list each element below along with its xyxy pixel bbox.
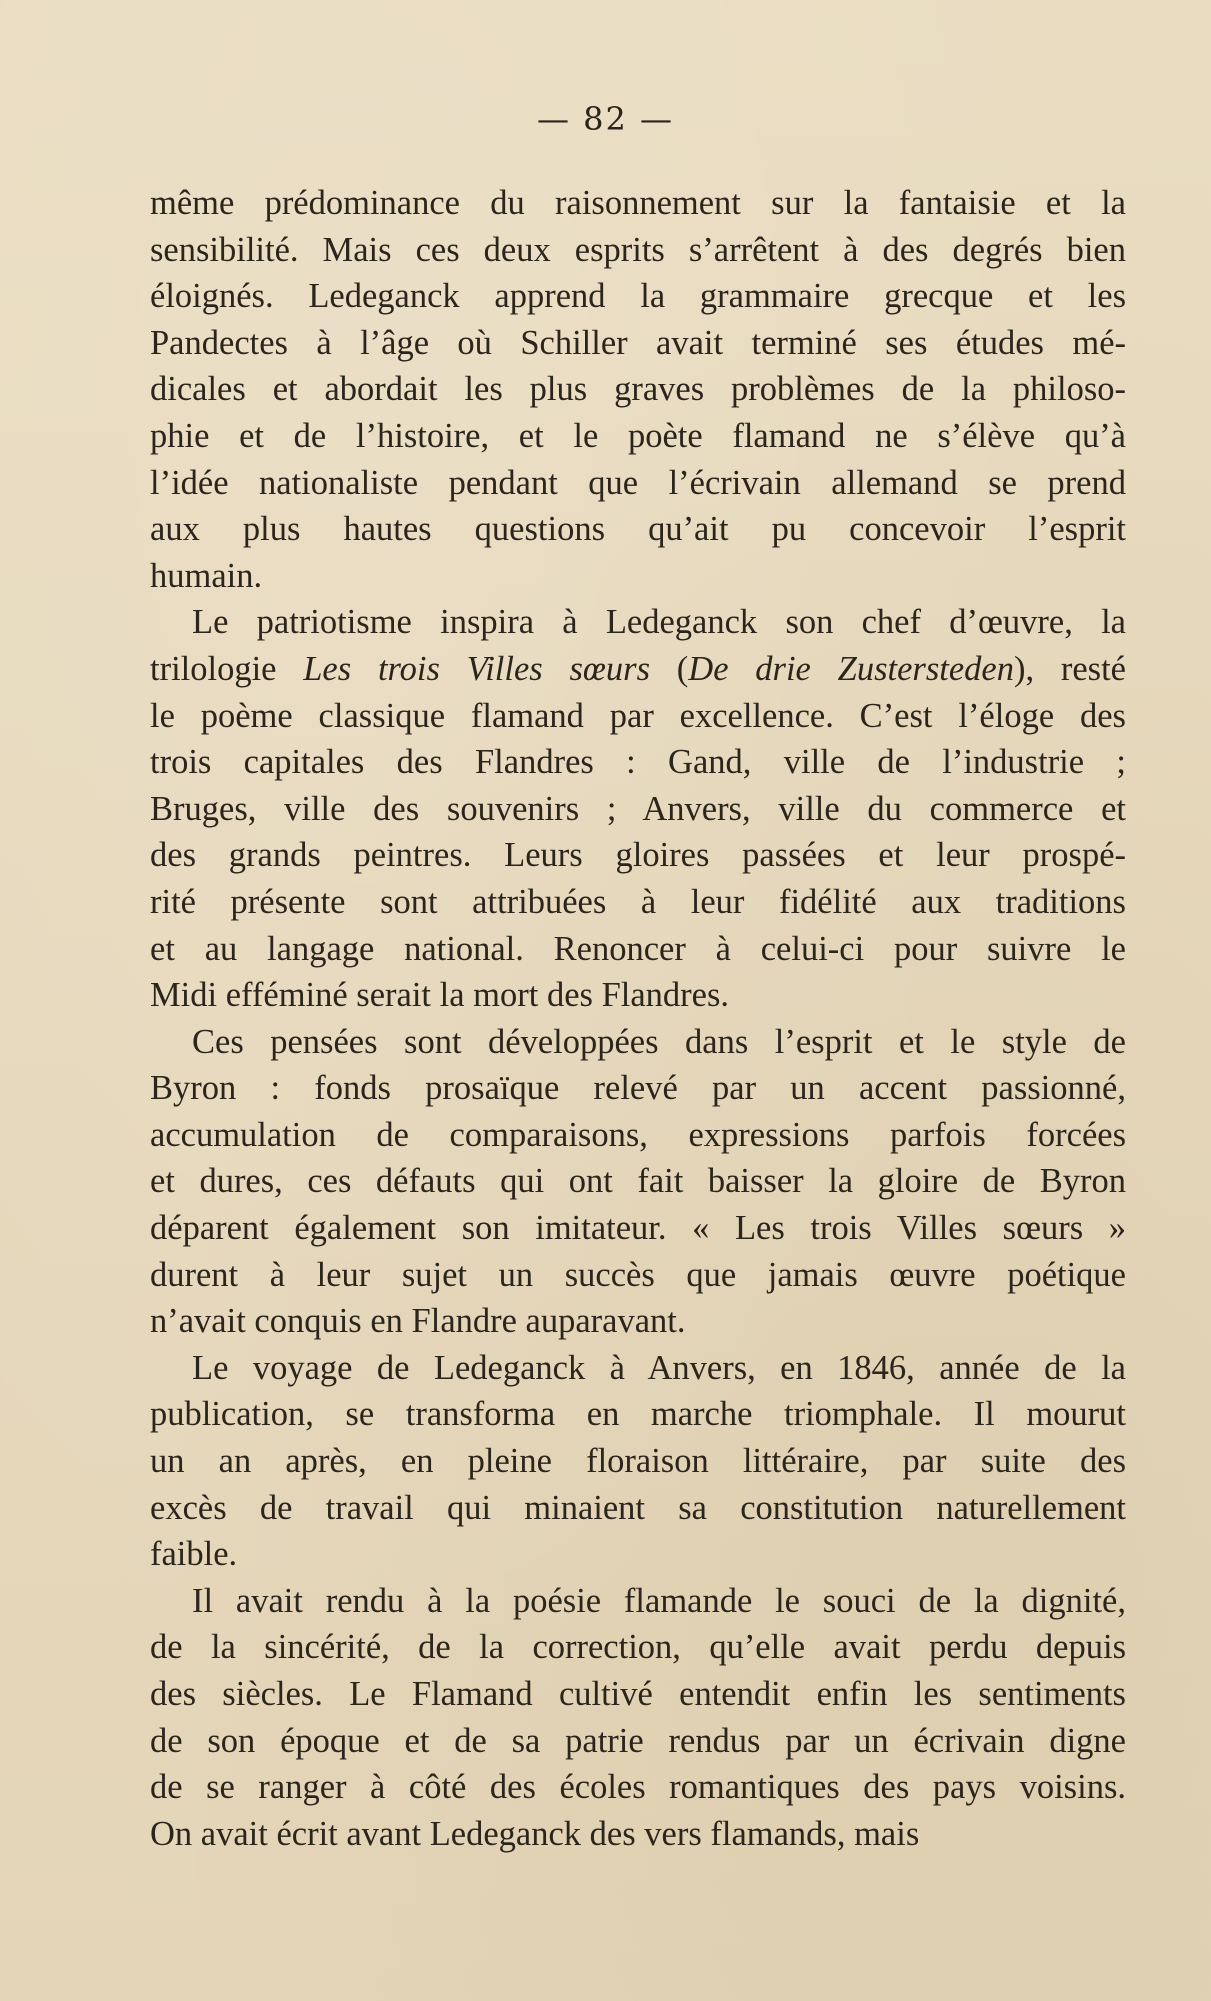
text-line: accumulation de comparaisons, expressions parfois forcées bbox=[150, 1115, 1126, 1154]
text-line: des siècles. Le Flamand cultivé entendit enfin les sentiments bbox=[150, 1675, 1126, 1713]
text-line: Il avait rendu à la poésie flamande le souci de la dignité, bbox=[192, 1581, 1126, 1620]
text-line: sensibilité. Mais ces deux esprits s’arrêtent à des degrés bien bbox=[150, 230, 1126, 269]
text-line: un an après, en pleine floraison littéraire, par suite des bbox=[150, 1442, 1126, 1481]
text-line: Ces pensées sont développées dans l’esprit et le style de bbox=[192, 1022, 1126, 1061]
paragraph bbox=[150, 180, 1126, 599]
paragraph bbox=[150, 1345, 1126, 1578]
text-line: faible. bbox=[150, 1535, 238, 1574]
text-line: Byron : fonds prosaïque relevé par un accent passionné, bbox=[150, 1069, 1126, 1108]
text-line: excès de travail qui minaient sa constitution naturellement bbox=[150, 1488, 1126, 1527]
text-line: durent à leur sujet un succès que jamais œuvre poétique bbox=[150, 1255, 1126, 1294]
text-line: rité présente sont attribuées à leur fidélité aux traditions bbox=[150, 882, 1126, 921]
text-fragment: ( bbox=[650, 649, 689, 688]
text-fragment: trilologie bbox=[150, 649, 304, 688]
paragraph bbox=[150, 1019, 1126, 1345]
text-line: Le voyage de Ledeganck à Anvers, en 1846, année de la bbox=[192, 1348, 1126, 1387]
text-line: trois capitales des Flandres : Gand, ville de l’industrie ; bbox=[150, 743, 1126, 782]
text-line: phie et de l’histoire, et le poète flamand ne s’élève qu’à bbox=[150, 416, 1126, 455]
text-line: déparent également son imitateur. « Les trois Villes sœurs » bbox=[150, 1209, 1126, 1248]
text-line: même prédominance du raisonnement sur la fantaisie et la bbox=[150, 184, 1126, 222]
text-line: et au langage national. Renoncer à celui-ci pour suivre le bbox=[150, 929, 1126, 968]
text-body bbox=[150, 180, 1126, 1857]
text-line: On avait écrit avant Ledeganck des vers flamands, mais bbox=[150, 1814, 920, 1853]
paragraph bbox=[150, 1578, 1126, 1858]
text-line: l’idée nationaliste pendant que l’écrivain allemand se prend bbox=[150, 463, 1126, 502]
text-line: de la sincérité, de la correction, qu’elle avait perdu depuis bbox=[150, 1628, 1126, 1667]
text-line bbox=[150, 646, 1126, 693]
paragraph bbox=[150, 599, 1126, 1018]
text-line: le poème classique flamand par excellence. C’est l’éloge des bbox=[150, 696, 1126, 735]
italic-title: De drie Zustersteden bbox=[688, 649, 1014, 688]
text-line: dicales et abordait les plus graves problèmes de la philoso- bbox=[150, 370, 1126, 409]
text-line: humain. bbox=[150, 556, 263, 595]
text-line: de son époque et de sa patrie rendus par un écrivain digne bbox=[150, 1721, 1126, 1760]
text-line: Le patriotisme inspira à Ledeganck son chef d’œuvre, la bbox=[192, 603, 1126, 642]
text-fragment: ), resté bbox=[1013, 649, 1126, 688]
text-line: aux plus hautes questions qu’ait pu concevoir l’esprit bbox=[150, 510, 1126, 549]
text-line: de se ranger à côté des écoles romantiques des pays voisins. bbox=[150, 1768, 1126, 1807]
text-line: n’avait conquis en Flandre auparavant. bbox=[150, 1302, 686, 1341]
page-number: — 82 — bbox=[536, 100, 675, 138]
text-line: et dures, ces défauts qui ont fait baisser la gloire de Byron bbox=[150, 1162, 1126, 1201]
text-line: éloignés. Ledeganck apprend la grammaire grecque et les bbox=[150, 277, 1126, 316]
italic-title: Les trois Villes sœurs bbox=[303, 649, 651, 688]
text-line: publication, se transforma en marche triomphale. Il mourut bbox=[150, 1395, 1126, 1434]
text-line: Bruges, ville des souvenirs ; Anvers, ville du commerce et bbox=[150, 789, 1126, 828]
text-line: Pandectes à l’âge où Schiller avait terminé ses études mé- bbox=[150, 323, 1126, 362]
text-line: des grands peintres. Leurs gloires passées et leur prospé- bbox=[150, 836, 1126, 875]
text-line: Midi efféminé serait la mort des Flandres. bbox=[150, 976, 730, 1015]
